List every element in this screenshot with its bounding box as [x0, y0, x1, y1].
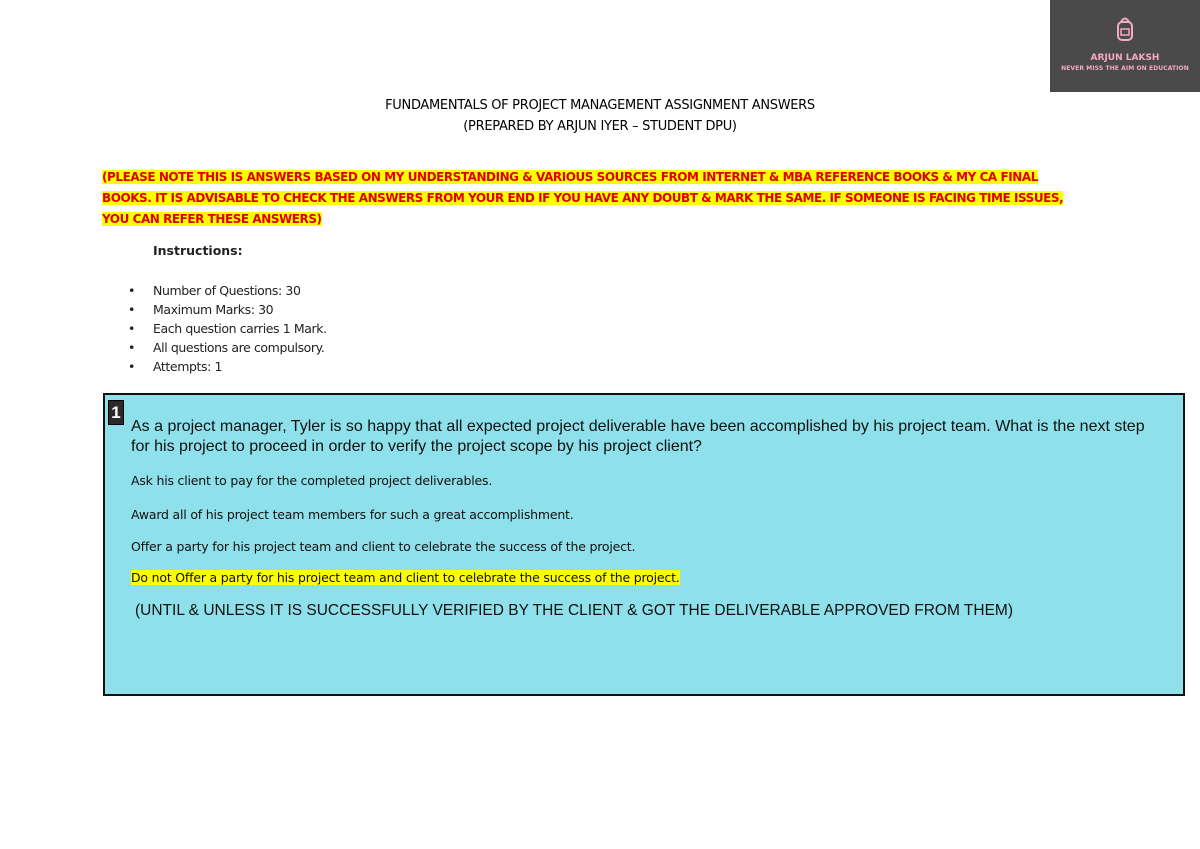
selected-answer: Do not Offer a party for his project team and client to celebrate the success of the project.	[131, 570, 680, 585]
question-text-line-1: As a project manager, Tyler is so happy that all expected project deliverable have been accomplished by his project team. What is the next step	[131, 418, 1145, 435]
question-number: 1	[108, 400, 124, 425]
list-item: • Number of Questions: 30	[128, 283, 301, 298]
list-item: • Attempts: 1	[128, 359, 223, 374]
disclaimer	[102, 167, 1102, 230]
instructions-list	[128, 281, 327, 376]
instructions-heading: Instructions:	[153, 243, 243, 258]
logo	[1050, 0, 1200, 92]
list-item: • Maximum Marks: 30	[128, 302, 274, 317]
page-title: FUNDAMENTALS OF PROJECT MANAGEMENT ASSIGNMENT ANSWERS	[385, 98, 815, 113]
answer-note: (UNTIL & UNLESS IT IS SUCCESSFULLY VERIFIED BY THE CLIENT & GOT THE DELIVERABLE APPROVED FROM THEM)	[135, 602, 1013, 619]
bullet-icon: •	[128, 321, 135, 336]
question-box	[103, 393, 1185, 696]
list-item: • Each question carries 1 Mark.	[128, 321, 327, 336]
disclaimer-line-3: YOU CAN REFER THESE ANSWERS)	[102, 212, 322, 226]
bullet-icon: •	[128, 302, 135, 317]
option-2: Award all of his project team members for such a great accomplishment.	[131, 507, 574, 522]
option-3: Offer a party for his project team and client to celebrate the success of the project.	[131, 539, 636, 554]
list-item: • All questions are compulsory.	[128, 340, 325, 355]
logo-name: ARJUN LAKSH	[1090, 53, 1160, 63]
option-1: Ask his client to pay for the completed project deliverables.	[131, 473, 493, 488]
bullet-icon: •	[128, 359, 135, 374]
question-text	[131, 417, 1176, 457]
backpack-icon	[1114, 14, 1136, 44]
bullet-icon: •	[128, 340, 135, 355]
page-subtitle: (PREPARED BY ARJUN IYER – STUDENT DPU)	[463, 119, 737, 134]
disclaimer-line-1: (PLEASE NOTE THIS IS ANSWERS BASED ON MY UNDERSTANDING & VARIOUS SOURCES FROM INTERNET & MBA REFERENCE BOOKS & MY CA FINAL	[102, 170, 1038, 184]
question-text-line-2: for his project to proceed in order to verify the project scope by his project client?	[131, 438, 702, 455]
bullet-icon: •	[128, 283, 135, 298]
logo-tagline: NEVER MISS THE AIM ON EDUCATION	[1061, 65, 1189, 72]
disclaimer-line-2: BOOKS. IT IS ADVISABLE TO CHECK THE ANSWERS FROM YOUR END IF YOU HAVE ANY DOUBT & MARK THE SAME. IF SOMEONE IS FACING TIME ISSUES,	[102, 191, 1064, 205]
